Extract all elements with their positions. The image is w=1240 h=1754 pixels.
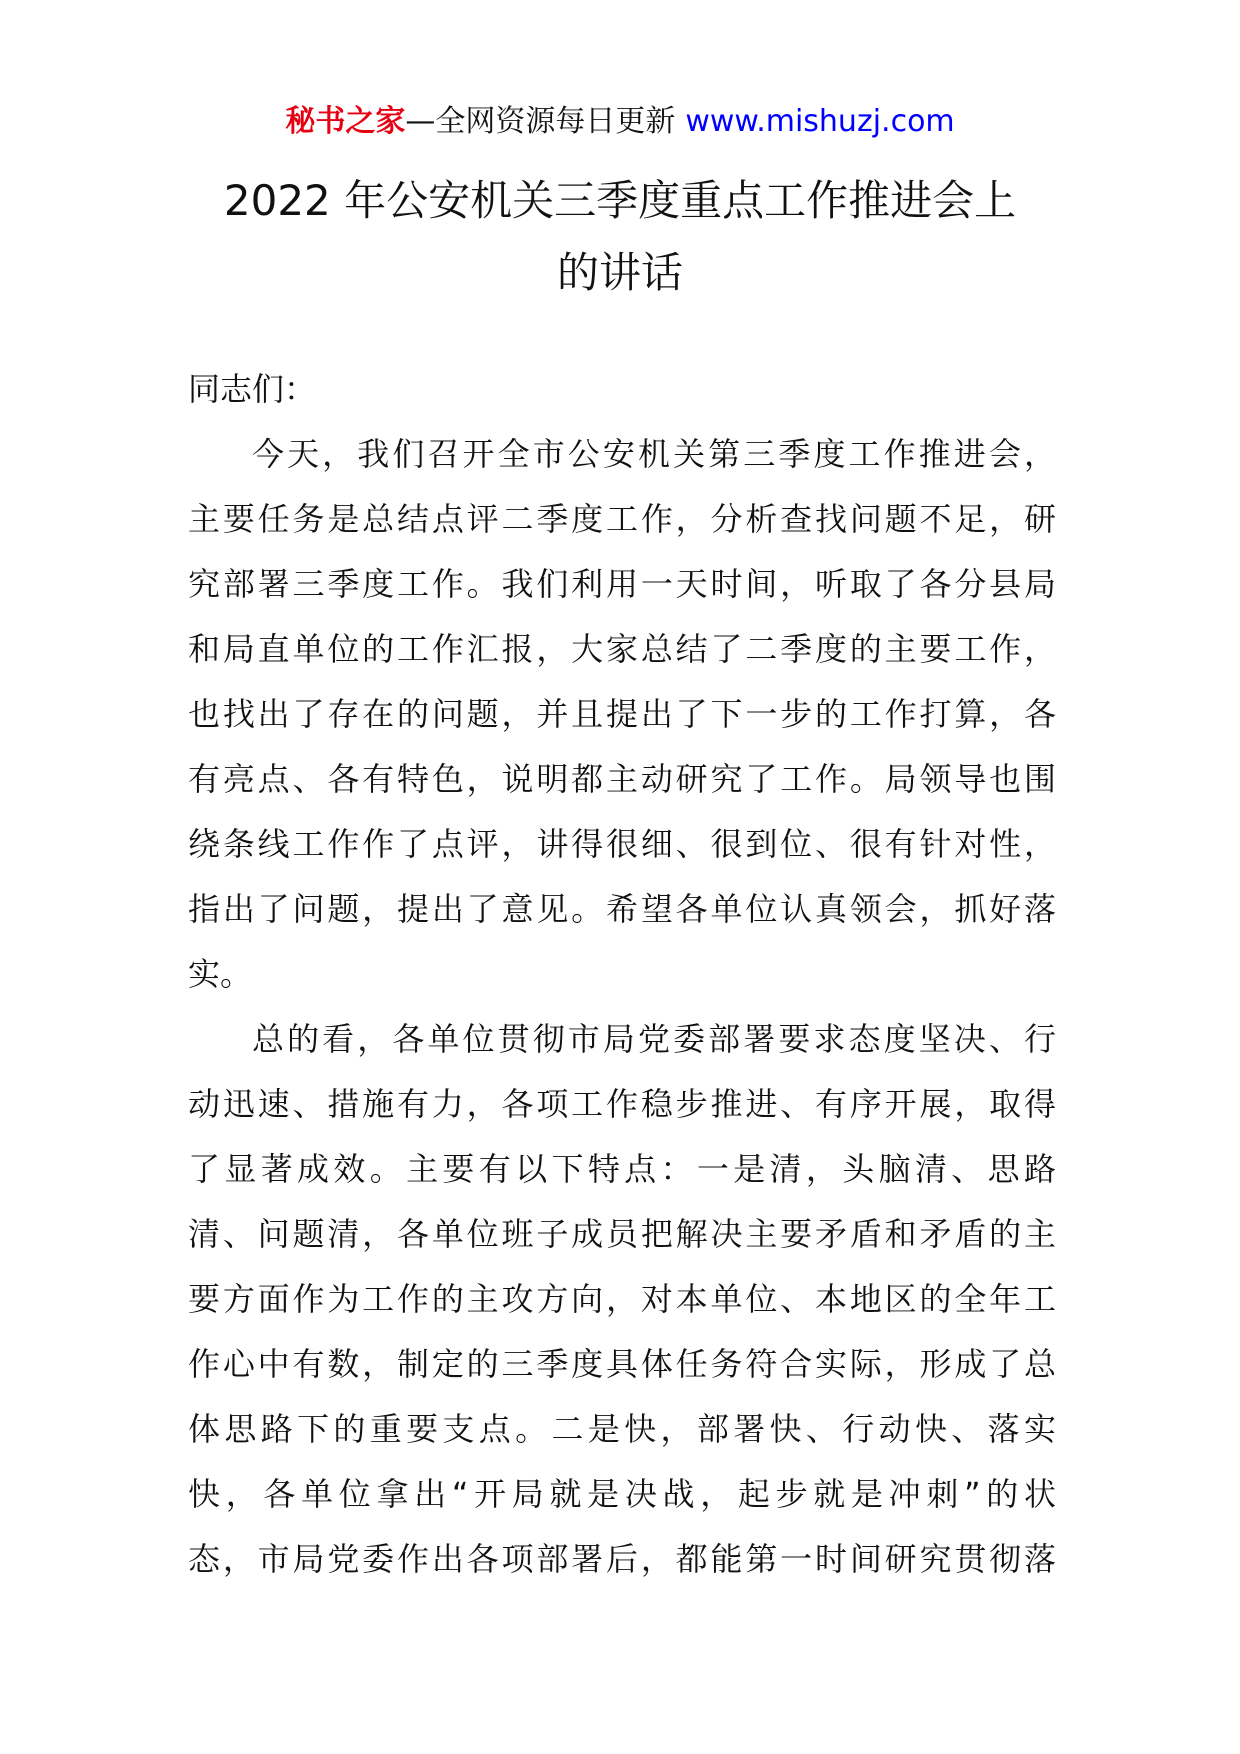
paragraph-line: 究部署三季度工作。我们利用一天时间，听取了各分县局 (188, 565, 1056, 603)
paragraph-line: 作心中有数，制定的三季度具体任务符合实际，形成了总 (188, 1345, 1056, 1383)
paragraph-line: 体思路下的重要支点。二是快，部署快、行动快、落实 (188, 1410, 1056, 1448)
paragraph-line: 快，各单位拿出“开局就是决战，起步就是冲刺”的状 (188, 1475, 1056, 1513)
paragraph-2 (188, 1007, 1056, 1592)
paragraph-line: 实。 (188, 955, 253, 993)
brand-name: 秘书之家 (285, 104, 406, 139)
paragraph-line: 清、问题清，各单位班子成员把解决主要矛盾和矛盾的主 (188, 1215, 1056, 1253)
paragraph-line: 主要任务是总结点评二季度工作，分析查找问题不足，研 (188, 500, 1056, 538)
paragraph-line: 要方面作为工作的主攻方向，对本单位、本地区的全年工 (188, 1280, 1056, 1318)
paragraph-1 (188, 422, 1056, 1007)
document-title (160, 165, 1080, 309)
document-body (188, 357, 1056, 1592)
paragraph-line: 也找出了存在的问题，并且提出了下一步的工作打算，各 (188, 695, 1056, 733)
title-line-1: 2022 年公安机关三季度重点工作推进会上 (223, 176, 1017, 225)
site-url-link[interactable]: www.mishuzj.com (685, 104, 955, 139)
paragraph-line: 指出了问题，提出了意见。希望各单位认真领会，抓好落 (188, 890, 1056, 928)
site-header (0, 100, 1240, 144)
header-tagline: —全网资源每日更新 (405, 104, 676, 139)
paragraph-line: 动迅速、措施有力，各项工作稳步推进、有序开展，取得 (188, 1085, 1056, 1123)
paragraph-line: 绕条线工作作了点评，讲得很细、很到位、很有针对性， (188, 825, 1056, 863)
paragraph-line: 了显著成效。主要有以下特点：一是清，头脑清、思路 (188, 1150, 1056, 1188)
paragraph-line: 和局直单位的工作汇报，大家总结了二季度的主要工作， (188, 630, 1056, 668)
paragraph-line: 态，市局党委作出各项部署后，都能第一时间研究贯彻落 (188, 1540, 1056, 1578)
paragraph-line: 有亮点、各有特色，说明都主动研究了工作。局领导也围 (188, 760, 1056, 798)
salutation: 同志们： (188, 370, 317, 408)
paragraph-line: 总的看，各单位贯彻市局党委部署要求态度坚决、行 (252, 1020, 1056, 1058)
title-line-2: 的讲话 (556, 248, 683, 297)
paragraph-line: 今天，我们召开全市公安机关第三季度工作推进会， (252, 435, 1056, 473)
